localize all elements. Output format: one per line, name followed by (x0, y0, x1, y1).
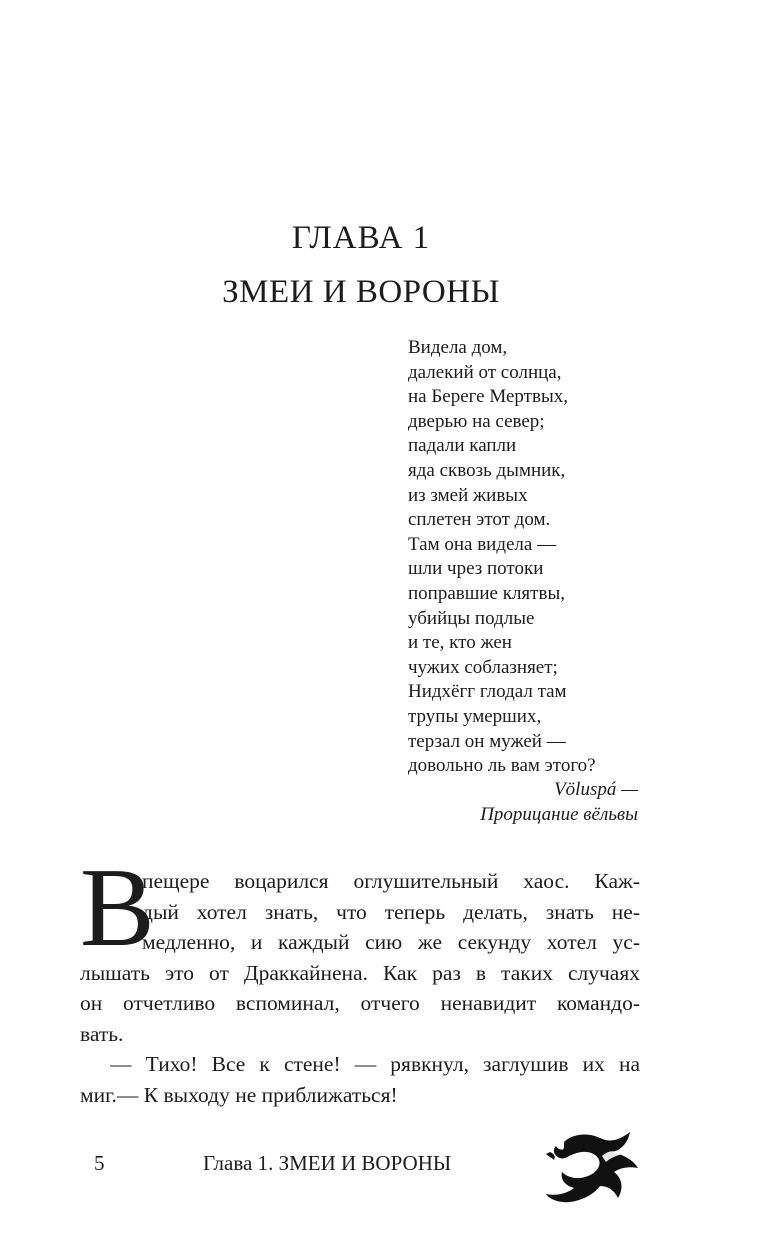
body-line: медленно, и каждый сию же секунду хотел ус- (142, 930, 640, 954)
epigraph-line: из змей живых (408, 484, 528, 506)
epigraph-line: убийцы подлые (408, 607, 535, 629)
epigraph-line: Там она видела — (408, 533, 557, 555)
chapter-number: ГЛАВА 1 (291, 220, 431, 256)
body-line: дый хотел знать, что теперь делать, знать не- (142, 899, 640, 924)
epigraph-line: на Береге Мертвых, (408, 386, 568, 408)
epigraph-line: поправшие клятвы, (408, 582, 565, 604)
body-line: миг.— К выходу не приближаться! (80, 1082, 398, 1107)
body-line: вать. (80, 1021, 124, 1046)
epigraph-line: сплетен этот дом. (408, 509, 551, 531)
running-title: Глава 1. ЗМЕИ И ВОРОНЫ (203, 1151, 452, 1175)
epigraph-line: падали капли (408, 435, 517, 457)
body-line: он отчетливо вспоминал, отчего ненавидит командо- (80, 991, 640, 1015)
epigraph-line: Нидхёгг глодал там (408, 681, 567, 703)
epigraph (408, 336, 648, 779)
epigraph-line: яда сквозь дымник, (408, 459, 566, 481)
body-line: лышать это от Драккайнена. Как раз в таких случаях (80, 960, 640, 985)
body-line: пещере воцарился оглушительный хаос. Каж- (142, 869, 640, 893)
epigraph-line: чужих соблазняет; (408, 656, 558, 678)
epigraph-source-line: Прорицание вёльвы (480, 803, 638, 825)
body-line: — Тихо! Все к стене! — рявкнул, заглушив их на (110, 1052, 640, 1076)
drop-cap: В (80, 846, 155, 970)
chapter-title: ЗМЕИ И ВОРОНЫ (222, 274, 500, 310)
epigraph-line: далекий от солнца, (408, 361, 562, 383)
epigraph-line: дверью на север; (408, 410, 545, 432)
dragon-icon (542, 1128, 642, 1206)
epigraph-line: терзал он мужей — (408, 730, 566, 752)
epigraph-source-line: Völuspá — (554, 779, 638, 800)
epigraph-line: шли чрез потоки (408, 558, 544, 580)
epigraph-line: Видела дом, (408, 337, 508, 358)
epigraph-line: довольно ль вам этого? (408, 755, 596, 777)
page-number: 5 (94, 1151, 105, 1175)
epigraph-line: трупы умерших, (408, 705, 542, 727)
body-text (80, 866, 640, 1110)
epigraph-line: и те, кто жен (408, 632, 512, 654)
epigraph-source (400, 778, 638, 827)
